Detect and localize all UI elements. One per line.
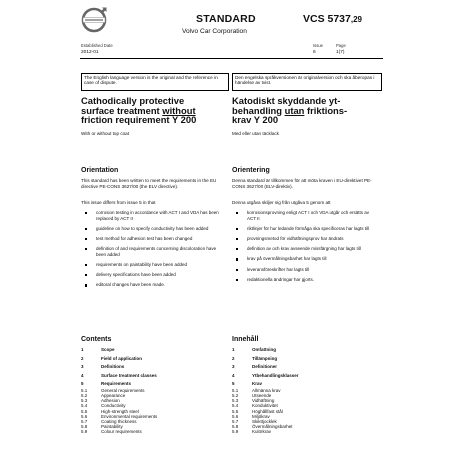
toc-number: 4 [81, 372, 84, 378]
swedish-title-block [232, 96, 378, 136]
page-value: 1(7) [336, 50, 345, 55]
orientation-paragraph-1: This standard has been written to meet the requirements in the EU directive PE-CONS 3627/00 (the ELV directive). [81, 178, 217, 189]
toc-number: 2 [81, 355, 84, 361]
toc-number: 5.2 [232, 393, 239, 399]
toc-number: 5.4 [232, 403, 239, 409]
toc-number: 5.6 [232, 413, 239, 419]
list-item: krav på övermålningsbarhet har lagts till [232, 256, 372, 262]
language-notice-swedish: Den engelska språkversionen är originalversion och ska åberopas i händelse av tvist. [232, 73, 382, 91]
list-item: riktlinjer för hur ledande förmåga ska specificeras har lagts till [232, 226, 372, 232]
toc-title: Definitioner [252, 364, 278, 370]
toc-number: 3 [81, 364, 84, 370]
orientation-paragraph-2: This issue differs from issue 5 in that [81, 200, 156, 205]
toc-number: 5.7 [232, 418, 239, 424]
toc-number: 5.7 [81, 418, 88, 424]
toc-title: Övermålningsbarhet [252, 423, 293, 429]
orientering-paragraph-1: Denna standard är tillkommen för att möta kraven i EU-direktivet PE-CONS 3627/00 (ELV-direktiv). [232, 178, 372, 189]
toc-title: Surface treatment classes [101, 372, 157, 378]
toc-title: Omfattning [252, 347, 276, 352]
swedish-title-line-2a: behandling [232, 104, 285, 116]
header-divider [80, 58, 383, 59]
toc-number: 5 [232, 381, 235, 387]
toc-title: Requirements [101, 381, 132, 387]
toc-number: 5.8 [81, 423, 88, 429]
list-item: provningsmetod för vidhäftningsprov har ändrats [232, 236, 372, 242]
list-item: delivery specifications have been added [81, 272, 221, 278]
swedish-title-line-1: Katodiskt skyddande yt- [232, 95, 341, 106]
orientering-paragraph-2: Denna utgåva skiljer sig från utgåva 5 genom att [232, 200, 331, 205]
swedish-change-list [232, 210, 372, 287]
toc-row [81, 364, 157, 373]
page-label: Page [336, 43, 346, 48]
language-notice-english: The English language version is the original and the reference in case of dispute. [81, 73, 229, 91]
toc-title: Konduktivitet [252, 403, 278, 409]
toc-number: 4 [232, 372, 235, 378]
toc-number: 5.3 [81, 398, 88, 404]
toc-number: 5.4 [81, 403, 88, 409]
list-item: redaktionella ändringar har gjorts. [232, 277, 372, 283]
toc-number: 5.5 [81, 408, 88, 414]
english-title-line-1: Cathodically protective [81, 95, 185, 106]
toc-title: Utseende [252, 393, 272, 399]
innehall-heading: Innehåll [232, 336, 259, 343]
toc-number: 5.3 [232, 398, 239, 404]
list-item: korrosionsprovning enligt ACT I och VDA utgår och ersätts av ACT II [232, 210, 372, 221]
toc-title: Conductivity [101, 403, 126, 409]
toc-title: Allmänna krav [252, 387, 281, 393]
toc-number: 5.8 [232, 423, 239, 429]
english-title-emphasis: without [162, 104, 196, 116]
swedish-table-of-contents [232, 347, 299, 434]
english-subtitle: With or without top coat [81, 130, 130, 136]
toc-title: Field of application [101, 355, 143, 361]
toc-number: 5.2 [81, 393, 88, 399]
established-label: Established Date [81, 43, 113, 48]
vcs-number-main: VCS 5737 [303, 13, 351, 25]
toc-number: 5.1 [232, 387, 239, 393]
toc-row [232, 347, 299, 356]
list-item: corrosion testing in accordance with ACT I and VDA has been replaced by ACT II [81, 210, 221, 221]
toc-title: Scope [101, 347, 115, 352]
toc-title: High-strength steel [101, 408, 139, 414]
standard-label: STANDARD [196, 13, 256, 25]
toc-number: 5.5 [232, 408, 239, 414]
toc-number: 5.1 [81, 387, 88, 393]
toc-title: Höghållfast stål [252, 408, 283, 414]
toc-row [232, 364, 299, 373]
english-table-of-contents [81, 347, 157, 434]
volvo-logo-icon [80, 6, 108, 34]
toc-row [232, 356, 299, 365]
toc-row [232, 381, 299, 388]
toc-row [232, 373, 299, 382]
toc-title: Adhesion [101, 398, 120, 404]
toc-title: Definitions [101, 364, 125, 370]
toc-title: Paintability [101, 423, 123, 429]
english-title-line-3: friction requirement Y 200 [81, 114, 197, 126]
vcs-number-suffix: ,29 [350, 15, 362, 24]
toc-number: 5.9 [232, 429, 239, 435]
toc-title: General requirements [101, 387, 145, 393]
english-title [81, 96, 227, 125]
toc-number: 3 [232, 364, 235, 370]
english-change-list [81, 210, 221, 293]
toc-number: 1 [232, 347, 235, 352]
english-title-block [81, 96, 227, 136]
vcs-number [303, 13, 362, 25]
toc-title: Colour requirements [101, 429, 142, 435]
list-item: definition of and requirements concerning discoloration have been added [81, 246, 221, 257]
swedish-subtitle: Med eller utan täcklack [232, 130, 279, 136]
orientation-heading: Orientation [81, 167, 119, 174]
toc-title: Kulörkrav [252, 429, 272, 435]
swedish-title-line-2c: friktions- [304, 104, 348, 116]
toc-number: 5.9 [81, 429, 88, 435]
toc-title: Vidhäftning [252, 398, 275, 404]
toc-title: Coating thickness [101, 418, 137, 424]
swedish-title [232, 96, 378, 125]
toc-row [81, 373, 157, 382]
orientering-heading: Orientering [232, 167, 270, 174]
toc-title: Miljökrav [252, 413, 270, 419]
list-item: requirements on paintability have been added [81, 262, 221, 268]
toc-number: 1 [81, 347, 84, 352]
toc-row [81, 381, 157, 388]
toc-title: Environmental requirements [101, 413, 158, 419]
company-name: Volvo Car Corporation [182, 28, 247, 35]
issue-label: Issue [313, 43, 324, 48]
toc-subrow [232, 429, 299, 434]
toc-title: Tillämpning [252, 355, 278, 361]
toc-number: 2 [232, 355, 235, 361]
established-value: 2012-01 [81, 50, 99, 55]
list-item: editoral changes have been made. [81, 282, 221, 288]
toc-row [81, 356, 157, 365]
toc-number: 5 [81, 381, 84, 387]
issue-value: 6 [313, 50, 316, 55]
english-title-line-2a: surface treatment [81, 104, 163, 116]
list-item: test method for adhesion test has been changed [81, 236, 221, 242]
contents-heading: Contents [81, 336, 112, 343]
toc-number: 5.6 [81, 413, 88, 419]
toc-title: Appearance [101, 393, 126, 399]
toc-title: Skikttjocklek [252, 418, 277, 424]
toc-subrow [81, 429, 157, 434]
list-item: leveransföreskrifter har lagts till [232, 267, 372, 273]
swedish-title-emphasis: utan [284, 104, 305, 116]
list-item: guideline on how to specify conductivity has been added [81, 226, 221, 232]
toc-title: Krav [252, 381, 263, 387]
swedish-title-line-3: krav Y 200 [232, 114, 279, 126]
toc-row [81, 347, 157, 356]
toc-title: Ytbehandlingsklasser [252, 372, 299, 378]
list-item: definition av och krav avseende missfärgning har lagts till [232, 246, 372, 252]
